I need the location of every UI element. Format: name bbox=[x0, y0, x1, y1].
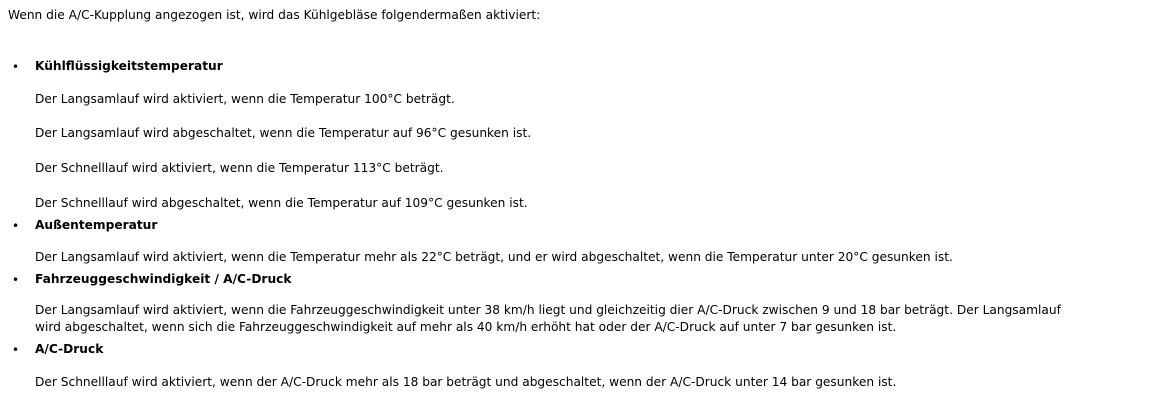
section-paragraph: Der Schnelllauf wird aktiviert, wenn der A/C-Druck mehr als 18 bar beträgt und abgeschaltet, wenn der A/C-Druck unter 14 bar gesunken ist. bbox=[35, 375, 897, 389]
bullet-icon: • bbox=[12, 273, 20, 287]
section-paragraph: Der Schnelllauf wird abgeschaltet, wenn die Temperatur auf 109°C gesunken ist. bbox=[35, 196, 528, 210]
section-paragraph: Der Schnelllauf wird aktiviert, wenn die Temperatur 113°C beträgt. bbox=[35, 161, 444, 175]
intro-text: Wenn die A/C-Kupplung angezogen ist, wird das Kühlgebläse folgendermaßen aktiviert: bbox=[8, 8, 541, 22]
section-paragraph: Der Langsamlauf wird aktiviert, wenn die Fahrzeuggeschwindigkeit unter 38 km/h liegt und gleichzeitig dier A/C-Druck zwischen 9 und 18 bar beträgt. Der Langsamlauf bbox=[35, 303, 1061, 317]
section-heading-ac-pressure: A/C-Druck bbox=[35, 342, 104, 356]
section-paragraph: Der Langsamlauf wird abgeschaltet, wenn die Temperatur auf 96°C gesunken ist. bbox=[35, 126, 532, 140]
bullet-icon: • bbox=[12, 60, 20, 74]
section-paragraph: Der Langsamlauf wird aktiviert, wenn die Temperatur mehr als 22°C beträgt, und er wird abgeschaltet, wenn die Temperatur unter 20°C gesunken ist. bbox=[35, 250, 953, 264]
section-heading-outside-temperature: Außentemperatur bbox=[35, 218, 158, 232]
section-paragraph: wird abgeschaltet, wenn sich die Fahrzeuggeschwindigkeit auf mehr als 40 km/h erhöht hat oder der A/C-Druck auf unter 7 bar gesunken ist. bbox=[35, 320, 897, 334]
section-heading-vehicle-speed-ac-pressure: Fahrzeuggeschwindigkeit / A/C-Druck bbox=[35, 272, 292, 286]
bullet-icon: • bbox=[12, 343, 20, 357]
section-paragraph: Der Langsamlauf wird aktiviert, wenn die Temperatur 100°C beträgt. bbox=[35, 92, 455, 106]
bullet-icon: • bbox=[12, 219, 20, 233]
section-heading-coolant-temperature: Kühlflüssigkeitstemperatur bbox=[35, 59, 223, 73]
